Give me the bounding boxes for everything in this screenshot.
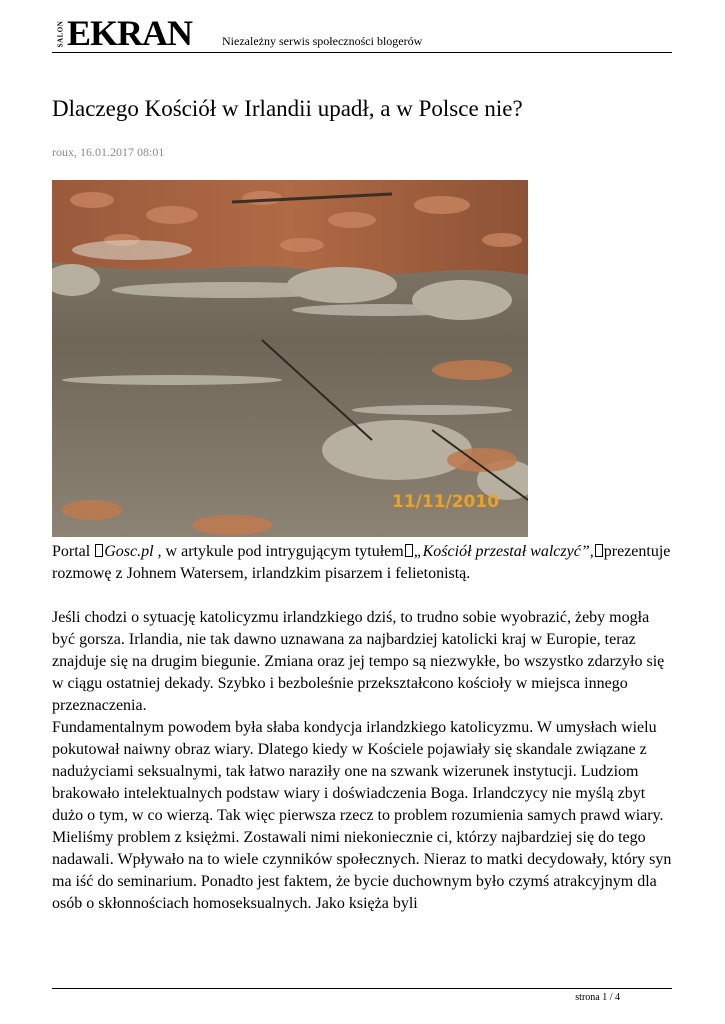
body-paragraph: Jeśli chodzi o sytuację katolicyzmu irlandzkiego dziś, to trudno sobie wyobrazić, żeby mogła być gorsza. Irlandia, nie tak dawno uznawana za najbardziej katolicki kraj w Europie, teraz znajduje się na drugim biegunie. Zmiana oraz jej tempo są niezwykłe, bo wszystko zdarzyło się w ciągu ostatniej dekady. Szybko i bezboleśnie przekształcono kościoły w miejsca innego przeznaczenia. bbox=[52, 609, 665, 714]
body-paragraph: Fundamentalnym powodem była słaba kondycja irlandzkiego katolicyzmu. W umysłach wielu pokutował naiwny obraz wiary. Dlatego kiedy w Kościele pojawiały się skandale związane z nadużyciami seksualnymi, tak łatwo naraziły one na szwank wizerunek instytucji. Ludziom brakowało intelektualnych podstaw wiary i doświadczenia Boga. Irlandczycy nie myślą zbyt dużo o tym, w co wierzą. Tak więc pierwsza rzecz to problem rozumienia samych prawd wiary. bbox=[52, 719, 664, 824]
intro-paragraph: Portal Gosc.pl , w artykule pod intrygującym tytułem „Kościół przestał walczyć”, prezentuje rozmowę z Johnem Watersem, irlandzkim pisarzem i felietonistą. bbox=[52, 543, 671, 582]
page-number: strona 1 / 4 bbox=[575, 992, 620, 1003]
stream-photo bbox=[52, 180, 528, 537]
article-photo bbox=[52, 180, 528, 537]
missing-glyph-icon bbox=[595, 544, 603, 557]
quoted-title: „Kościół przestał walczyć”, bbox=[413, 543, 594, 560]
source-link[interactable]: Gosc.pl , bbox=[104, 543, 162, 560]
article-meta: roux, 16.01.2017 08:01 bbox=[52, 145, 165, 159]
article-title: Dlaczego Kościół w Irlandii upadł, a w Polsce nie? bbox=[52, 96, 523, 121]
body-paragraph: Mieliśmy problem z księżmi. Zostawali nimi niekoniecznie ci, którzy najbardziej się do tego nadawali. Wpływało na to wiele czynników społecznych. Nieraz to matki decydowały, który syn ma iść do seminarium. Ponadto jest faktem, że bycie duchownym było czymś atrakcyjnym dla osób o skłonnościach homoseksualnych. Jako księża byli bbox=[52, 829, 672, 912]
missing-glyph-icon bbox=[405, 544, 413, 557]
site-logo[interactable] bbox=[52, 13, 193, 53]
site-header bbox=[52, 14, 672, 53]
article-body bbox=[52, 541, 672, 915]
logo-salon: SALON bbox=[56, 20, 65, 48]
footer-divider bbox=[52, 988, 672, 989]
missing-glyph-icon bbox=[95, 544, 103, 557]
logo-ekran: EKRAN bbox=[67, 13, 193, 53]
photo-date-stamp: 11/11/2010 bbox=[392, 492, 500, 512]
site-tagline: Niezależny serwis społeczności blogerów bbox=[222, 34, 423, 48]
